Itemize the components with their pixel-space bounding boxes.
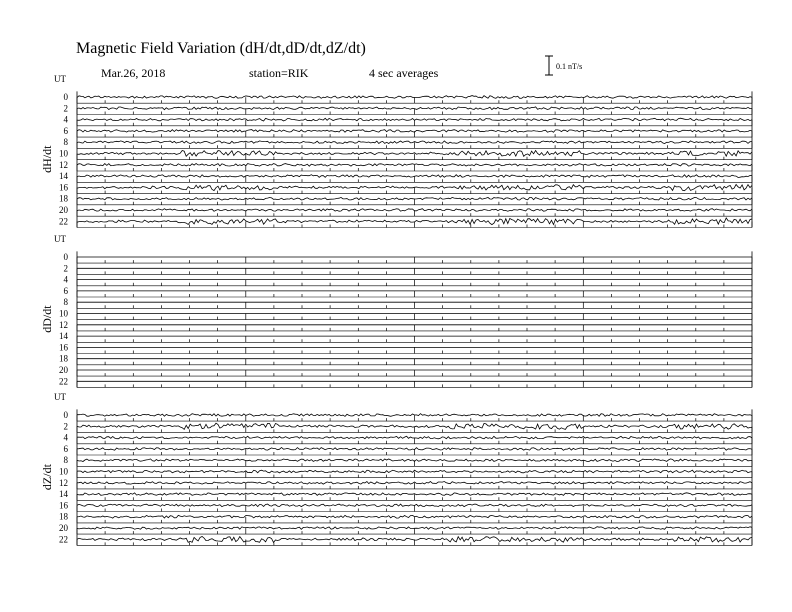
- chart-title: Magnetic Field Variation (dH/dt,dD/dt,dZ/dt): [76, 40, 366, 57]
- panel-ylabel: dH/dt: [40, 145, 54, 173]
- row-label-ut-22: 22: [59, 376, 68, 387]
- row-label-ut-14: 14: [59, 171, 68, 182]
- row-label-ut-20: 20: [59, 523, 68, 533]
- row-label-ut-22: 22: [59, 216, 68, 227]
- row-label-ut-2: 2: [63, 421, 68, 432]
- panel-ylabel: dZ/dt: [40, 464, 54, 491]
- row-label-ut-2: 2: [63, 263, 68, 274]
- row-label-ut-4: 4: [63, 274, 68, 285]
- ut-label: UT: [54, 74, 66, 84]
- row-label-ut-6: 6: [63, 443, 68, 454]
- row-label-ut-0: 0: [63, 252, 68, 262]
- row-label-ut-4: 4: [63, 432, 68, 443]
- row-label-ut-2: 2: [63, 103, 68, 114]
- row-label-ut-4: 4: [63, 114, 68, 125]
- row-label-ut-22: 22: [59, 534, 68, 545]
- row-label-ut-6: 6: [63, 285, 68, 296]
- row-label-ut-16: 16: [59, 182, 68, 193]
- row-label-ut-16: 16: [59, 500, 68, 511]
- row-label-ut-20: 20: [59, 365, 68, 375]
- row-label-ut-12: 12: [59, 477, 68, 488]
- row-label-ut-10: 10: [59, 308, 68, 319]
- ut-label: UT: [54, 392, 66, 402]
- row-label-ut-10: 10: [59, 466, 68, 477]
- scale-bar-label: 0.1 nT/s: [556, 62, 583, 71]
- row-label-ut-10: 10: [59, 148, 68, 159]
- row-label-ut-18: 18: [59, 193, 68, 204]
- row-label-ut-8: 8: [63, 455, 68, 466]
- row-label-ut-16: 16: [59, 342, 68, 353]
- row-label-ut-20: 20: [59, 205, 68, 215]
- row-label-ut-18: 18: [59, 353, 68, 364]
- averaging-label: 4 sec averages: [369, 66, 439, 80]
- row-label-ut-0: 0: [63, 410, 68, 420]
- row-label-ut-8: 8: [63, 137, 68, 148]
- row-label-ut-12: 12: [59, 159, 68, 170]
- row-label-ut-12: 12: [59, 319, 68, 330]
- row-label-ut-14: 14: [59, 489, 68, 500]
- row-label-ut-0: 0: [63, 92, 68, 102]
- row-label-ut-8: 8: [63, 297, 68, 308]
- row-label-ut-18: 18: [59, 511, 68, 522]
- station-label: station=RIK: [249, 66, 309, 80]
- ut-label: UT: [54, 234, 66, 244]
- row-label-ut-14: 14: [59, 331, 68, 342]
- row-label-ut-6: 6: [63, 125, 68, 136]
- date-label: Mar.26, 2018: [101, 66, 166, 80]
- panel-ylabel: dD/dt: [40, 305, 54, 333]
